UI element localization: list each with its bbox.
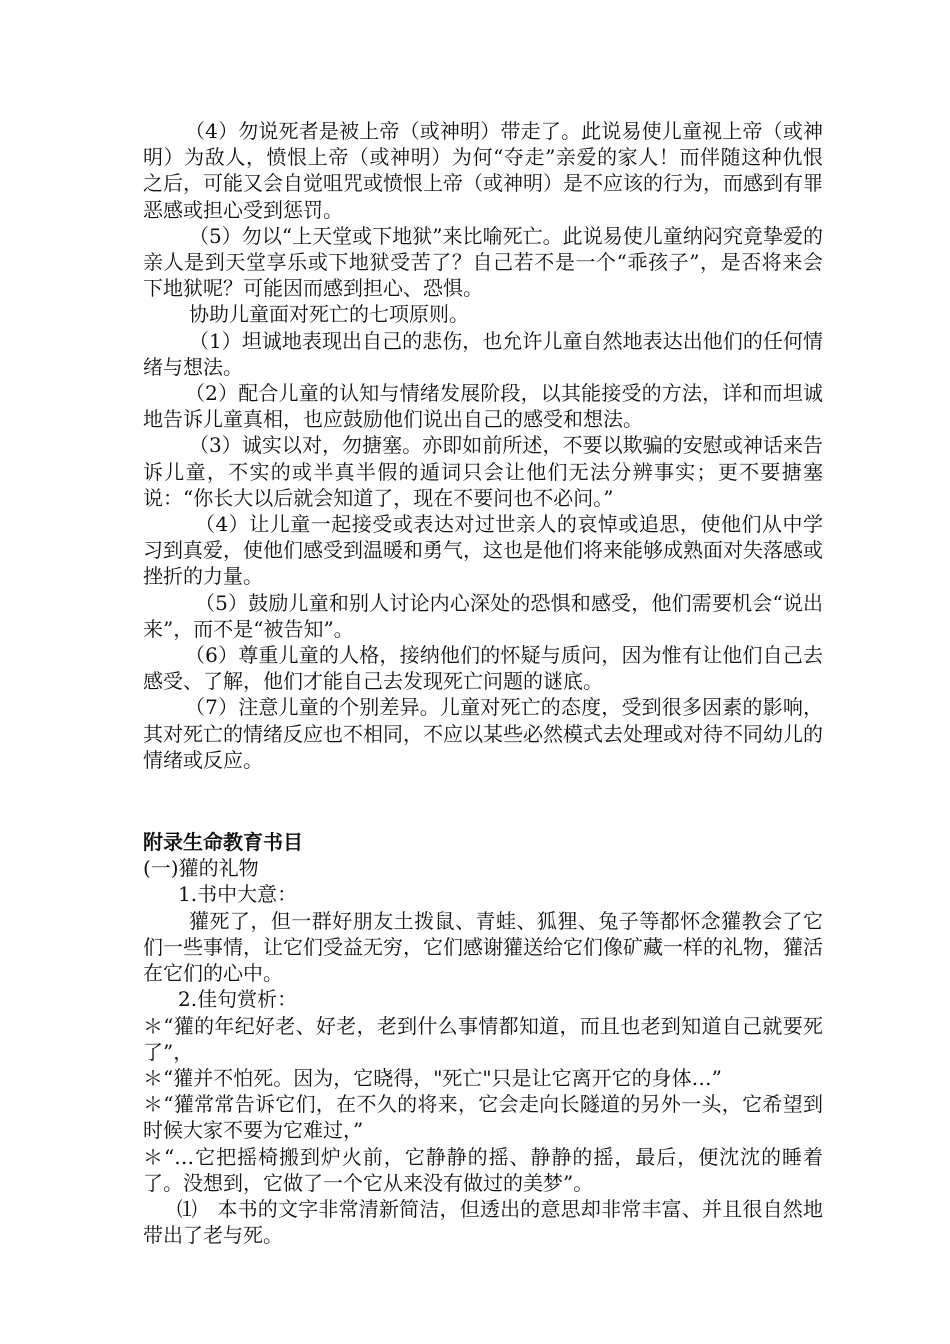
paragraph-item-4: （4）勿说死者是被上帝（或神明）带走了。此说易使儿童视上帝（或神明）为敌人，愤恨上帝（或神明）为何“夺走”亲爱的家人！而伴随这种仇恨之后，可能又会自觉咀咒或愤恨上帝（或神明）是不应该的行为，而感到有罪恶感或担心受到惩罚。 [143, 119, 823, 222]
principle-3: （3）诚实以对，勿搪塞。亦即如前所述，不要以欺骗的安慰或神话来告诉儿童，不实的或半真半假的遁词只会让他们无法分辨事实；更不要搪塞说：“你长大以后就会知道了，现在不要问也不必问。” [143, 433, 823, 510]
quote-2: ＊“獾并不怕死。因为，它晓得，"死亡"只是让它离开它的身体…” [143, 1065, 722, 1090]
section-gap [143, 773, 823, 829]
principle-1: （1）坦诚地表现出自己的悲伤，也允许儿童自然地表达出他们的任何情绪与想法。 [143, 328, 823, 379]
quote-4: ＊“…它把摇椅搬到炉火前，它静静的摇、静静的摇，最后，便沈沈的睡着了。没想到，它做了一个它从来没有做过的美梦”。 [143, 1144, 823, 1195]
principle-2: （2）配合儿童的认知与情绪发展阶段，以其能接受的方法，详和而坦诚地告诉儿童真相，也应鼓励他们说出自己的感受和想法。 [143, 381, 823, 432]
principle-5: （5）鼓励儿童和别人讨论内心深处的恐惧和感受，他们需要机会“说出来”，而不是“被告知”。 [143, 590, 823, 641]
principle-6: （6）尊重儿童的人格，接纳他们的怀疑与质问，因为惟有让他们自己去感受、了解，他们才能自己去发现死亡问题的谜底。 [143, 643, 823, 694]
quote-3: ＊“獾常常告诉它们，在不久的将来，它会走向长隧道的另外一头，它希望到时候大家不要为它难过，” [143, 1092, 823, 1143]
principles-title: 协助儿童面对死亡的七项原则。 [189, 302, 469, 327]
principle-7: （7）注意儿童的个别差异。儿童对死亡的态度，受到很多因素的影响，其对死亡的情绪反应也不相同，不应以某些必然模式去处理或对待不同幼儿的情绪或反应。 [143, 695, 823, 772]
document-page [143, 118, 823, 1248]
book-note: ⑴ 本书的文字非常清新简洁，但透出的意思却非常丰富、并且很自然地带出了老与死。 [143, 1196, 823, 1248]
appendix-heading: 附录生命教育书目 [143, 830, 303, 855]
quotes-label: 2.佳句赏析： [178, 987, 298, 1012]
summary-label: 1.书中大意： [178, 882, 298, 907]
principle-4: （4）让儿童一起接受或表达对过世亲人的哀悼或追思，使他们从中学习到真爱，使他们感受到温暖和勇气，这也是他们将来能够成熟面对失落感或挫折的力量。 [143, 512, 823, 589]
book-title: (一)獾的礼物 [143, 856, 259, 881]
summary-text: 獾死了，但一群好朋友土拨鼠、青蛙、狐狸、兔子等都怀念獾教会了它们一些事情，让它们受益无穷，它们感谢獾送给它们像矿藏一样的礼物，獾活在它们的心中。 [143, 908, 823, 986]
paragraph-item-5: （5）勿以“上天堂或下地狱”来比喻死亡。此说易使儿童纳闷究竟挚爱的亲人是到天堂享乐或下地狱受苦了？自己若不是一个“乖孩子”，是否将来会下地狱呢？可能因而感到担心、恐惧。 [143, 223, 823, 301]
quote-1: ＊“獾的年纪好老、好老，老到什么事情都知道，而且也老到知道自己就要死了”， [143, 1013, 823, 1064]
